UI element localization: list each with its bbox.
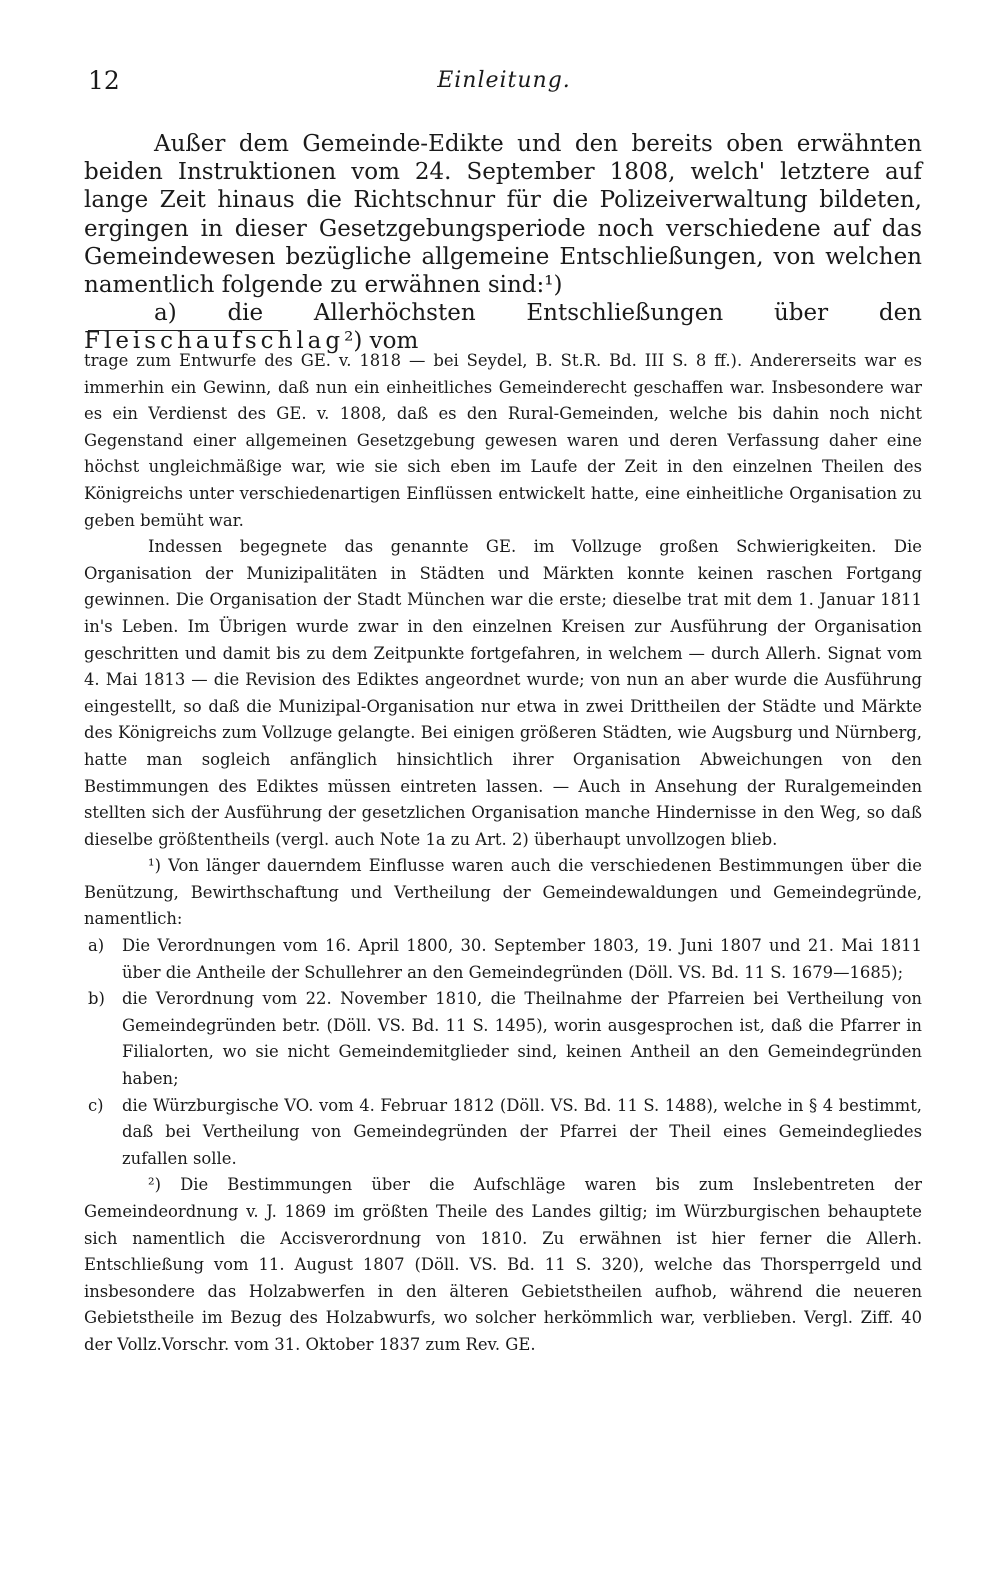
footnote-indessen: Indessen begegnete das genannte GE. im Vollzuge großen Schwierigkeiten. Die Organisation der Munizipalitäten in Städten und Märkten konnte keinen raschen Fortgang gewinnen. Die Organisation der Stadt München war die erste; dieselbe trat mit dem 1. Januar 1811 in's Leben. Im Übrigen wurde zwar in den einzelnen Kreisen zur Ausführung der Organisation geschritten und damit bis zu dem Zeitpunkte fortgefahren, in welchem — durch Allerh. Signat vom 4. Mai 1813 — die Revision des Ediktes angeordnet wurde; von nun an aber wurde die Ausführung eingestellt, so daß die Munizipal-Organisation nur etwa in zwei Drittheilen der Städte und Märkte des Königreichs zum Vollzuge gelangte. Bei einigen größeren Städten, wie Augsburg und Nürnberg, hatte man sogleich anfänglich hinsichtlich ihrer Organisation Abweichungen von den Bestimmungen des Ediktes müssen eintreten lassen. — Auch in Ansehung der Ruralgemeinden stellten sich der Ausführung der gesetzlichen Organisation manche Hindernisse in den Weg, so daß dieselbe größtentheils (vergl. auch Note 1a zu Art. 2) überhaupt unvollzogen blieb.: [84, 537, 922, 849]
list-marker: a): [88, 936, 105, 956]
list-item-a-start: a) die Allerhöchsten Entschließungen über den: [154, 300, 922, 327]
list-marker: c): [88, 1095, 104, 1115]
list-item-text: die Verordnung vom 22. November 1810, die Theilnahme der Pfarreien bei Vertheilung von Gemeindegründen betr. (Döll. VS. Bd. 11 S. 1495), worin ausgesprochen ist, daß die Pfarrer in Filialorten, wo sie nicht Gemeindemitglieder sind, keinen Antheil an den Gemeindegründen haben;: [122, 989, 922, 1089]
footnote-2: ²) Die Bestimmungen über die Aufschläge waren bis zum Inslebentreten der Gemeindeordnung v. J. 1869 im größten Theile des Landes giltig; im Würzburgischen behauptete sich namentlich die Accisverordnung von 1810. Zu erwähnen ist hier ferner die Allerh. Entschließung vom 11. August 1807 (Döll. VS. Bd. 11 S. 320), welche das Thorsperrgeld und insbesondere das Holzabwerfen in den älteren Gebietstheilen aufhob, während die neueren Gebietstheile im Bezug des Holzabwurfs, wo solcher herkömmlich war, verblieben. Vergl. Ziff. 40 der Vollz.Vorschr. vom 31. Oktober 1837 zum Rev. GE.: [84, 1175, 922, 1354]
page-number: 12: [88, 66, 120, 95]
main-paragraph: Außer dem Gemeinde-Edikte und den bereits oben erwähnten beiden Instruktionen vom 24. September 1808, welch' letztere auf lange Zeit hinaus die Richtschnur für die Polizeiverwaltung bildeten, ergingen in dieser Gesetzgebungsperiode noch verschiedene auf das Gemeindewesen bezügliche allgemeine Entschließungen, von welchen namentlich folgende zu erwähnen sind:¹): [84, 131, 922, 299]
list-item: [84, 933, 922, 986]
list-item: [84, 1093, 922, 1173]
footnote-separator: [88, 330, 288, 331]
list-item-a-end: ²) vom: [344, 328, 419, 355]
footnote-continuation: trage zum Entwurfe des GE. v. 1818 — bei Seydel, B. St.R. Bd. III S. 8 ff.). Andererseits war es immerhin ein Gewinn, daß nun ein einheitliches Gemeinderecht geschaffen war. Insbesondere war es ein Verdienst des GE. v. 1808, daß es den Rural-Gemeinden, welche bis dahin noch nicht Gegenstand einer allgemeinen Gesetzgebung gewesen waren und deren Verfassung daher eine höchst ungleichmäßige war, wie sie sich eben im Laufe der Zeit in den einzelnen Theilen des Königreichs unter verschiedenartigen Einflüssen entwickelt hatte, eine einheitliche Organisation zu geben bemüht war.: [84, 351, 922, 530]
running-head: Einleitung.: [437, 68, 571, 93]
footnote-1-intro: ¹) Von länger dauerndem Einflusse waren auch die verschiedenen Bestimmungen über die Benützung, Bewirthschaftung und Vertheilung der Gemeindewaldungen und Gemeindegründe, namentlich:: [84, 856, 922, 929]
list-item-text: Die Verordnungen vom 16. April 1800, 30. September 1803, 19. Juni 1807 und 21. Mai 1811 über die Antheile der Schullehrer an den Gemeindegründen (Döll. VS. Bd. 11 S. 1679—1685);: [122, 936, 922, 982]
list-item: [84, 986, 922, 1092]
list-item-text: die Würzburgische VO. vom 4. Februar 1812 (Döll. VS. Bd. 11 S. 1488), welche in § 4 bestimmt, daß bei Vertheilung von Gemeindegründen der Pfarrei der Theil eines Gemeindegliedes zufallen solle.: [122, 1095, 922, 1168]
list-item-a-emphasis: Fleischaufschlag: [84, 328, 345, 355]
list-marker: b): [88, 989, 105, 1009]
footnote-1-list: [84, 933, 922, 1172]
main-text: [84, 130, 922, 356]
page-header: [88, 66, 920, 102]
footnotes: [84, 348, 922, 1359]
